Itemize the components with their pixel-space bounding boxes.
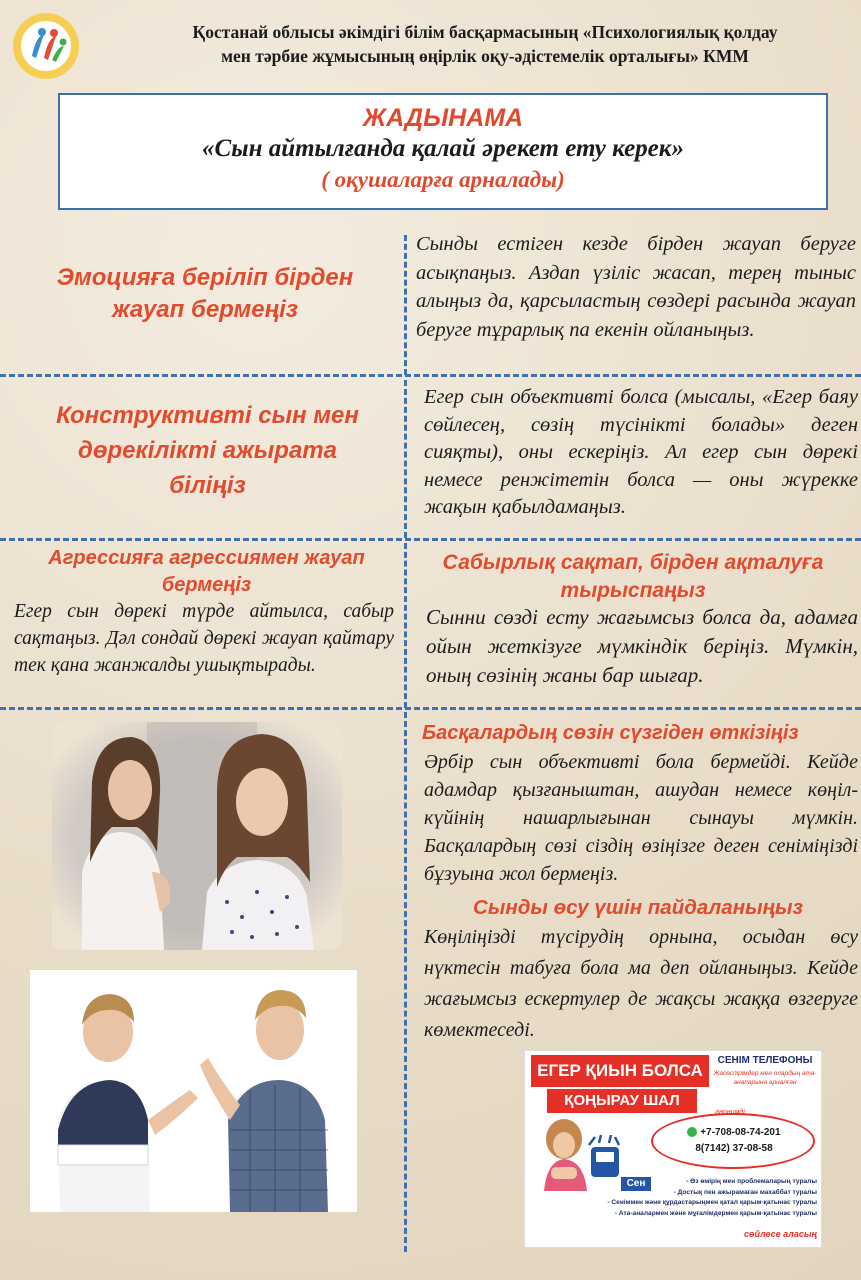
- poster-headline-1: ЕГЕР ҚИЫН БОЛСА: [531, 1055, 709, 1087]
- vertical-divider-1: [404, 235, 407, 375]
- poster-phone-1-text: +7-708-08-74-201: [700, 1127, 781, 1138]
- section-4-heading: [418, 549, 848, 605]
- photo-girls-arguing: [52, 722, 342, 950]
- poster-phone-2: 8(7142) 37-08-58: [695, 1143, 773, 1154]
- section-3-text: Егер сын дөрекі түрде айтылса, сабыр сақтаңыз. Дәл сондай дөрекі жауап қайтару тек қана жанжалды ушықтырады.: [14, 601, 394, 676]
- title-audience: ( оқушаларға арналады): [321, 167, 565, 192]
- section-6-text: Көңіліңізді түсірудің орнына, осыдан өсу нүктесін табуға бола ма деп ойланыңыз. Кейде жағымсыз ескертулер де жақсы жаққа өзгеруге көмектеседі.: [424, 926, 858, 1041]
- title-subtitle: «Сын айтылғанда қалай әрекет ету керек»: [202, 135, 684, 162]
- section-2-text: Егер сын объективті болса (мысалы, «Егер баяу сөйлесең, сөзің түсінікті болады» деген сияқты), оны ескеріңіз. Ал егер сын дөрекі немесе ренжітетін болса — оны жүрекке жақын қабылдамаңыз.: [424, 386, 858, 518]
- poster-item-3: - Сеніммен және құрдастарыңмен қатал қарым-қатынас туралы: [607, 1199, 817, 1206]
- poster-trust-title: СЕНІМ ТЕЛЕФОНЫ: [717, 1055, 813, 1066]
- logo: [6, 6, 86, 86]
- poster-items: [545, 1177, 817, 1219]
- section-6-heading: Сынды өсу үшін пайдаланыңыз: [473, 896, 803, 919]
- poster-trust-subtitle: Жасөспірімдер мен олардың ата-аналарына арналған: [713, 1070, 817, 1086]
- poster-anon: анонимді: [715, 1109, 745, 1116]
- section-1-heading-line-2: жауап бермеңіз: [111, 296, 299, 323]
- poster-footer: сөйлесе аласың: [744, 1229, 817, 1239]
- org-line-2: мен тәрбие жұмысының өңірлік оқу-әдістемелік орталығы» КММ: [221, 46, 749, 66]
- poster-item-1: - Өз өмірің мен проблемаларың туралы: [686, 1178, 817, 1185]
- horizontal-divider-3: [0, 707, 861, 710]
- poster-headline-2: ҚОҢЫРАУ ШАЛ: [547, 1089, 697, 1113]
- phone-icon: [585, 1135, 625, 1181]
- title-main: ЖАДЫНАМА: [362, 104, 524, 132]
- vertical-divider-2: [404, 380, 407, 538]
- poster-sen: Сен: [621, 1177, 651, 1191]
- phone-bubble: [651, 1113, 815, 1169]
- vertical-divider-4: [404, 712, 407, 1252]
- title-box: [58, 93, 828, 210]
- poster-item-4: - Ата-аналармен және мұғалімдермен қарым-қатынас туралы: [614, 1209, 817, 1217]
- section-5-heading: Басқалардың сөзін сүзгіден өткізіңіз: [422, 722, 799, 744]
- helpline-poster: [524, 1050, 822, 1248]
- section-5-text: Әрбір сын объективті бола бермейді. Кейде адамдар қызғаныштан, ашудан немесе көңіл-күйінің нашарлығынан сынауы мүмкін. Басқалардың сөзі сіздің өзіңізге деген сеніміңізді бұзуына жол бермеңіз.: [424, 751, 858, 885]
- whatsapp-icon: [687, 1127, 697, 1137]
- section-2-heading-line-2: дөрекілікті ажырата: [78, 437, 337, 464]
- section-1-heading: [20, 262, 390, 326]
- horizontal-divider-2: [0, 538, 861, 541]
- poster-item-2: - Достық пен ажырамаған махаббат туралы: [673, 1188, 817, 1196]
- photo-boys-talking: [30, 970, 357, 1212]
- section-3-heading: [14, 545, 399, 599]
- section-3-heading-line-2: бермеңіз: [161, 574, 252, 596]
- section-4-text: Сынни сөзді есту жағымсыз болса да, адамға ойын жеткізуге мүмкіндік беріңіз. Мүмкін, оның сөзінің жаны бар шығар.: [426, 605, 858, 687]
- organization-header: [120, 20, 850, 68]
- org-line-1: Қостанай облысы әкімдігі білім басқармасының «Психологиялық қолдау: [192, 22, 778, 42]
- poster-phone-1: [659, 1127, 809, 1138]
- section-2-heading: [20, 398, 395, 503]
- section-1-heading-line-1: Эмоцияға беріліп бірден: [56, 264, 354, 291]
- section-4-heading-line-1: Сабырлық сақтап, бірден ақталуға: [442, 551, 824, 574]
- vertical-divider-3: [404, 543, 407, 708]
- section-2-heading-line-3: біліңіз: [169, 472, 246, 499]
- section-3-heading-line-1: Агрессияға агрессиямен жауап: [48, 547, 365, 569]
- horizontal-divider-1: [0, 374, 861, 377]
- section-4-heading-line-2: тырыспаңыз: [560, 579, 706, 602]
- section-1-text: Сынды естіген кезде бірден жауап беруге асықпаңыз. Аздап үзіліс жасап, терең тыныс алыңыз да, қарсыластың сөздері расында жауап беруге тұрарлық па екенін ойланыңыз.: [416, 233, 856, 341]
- section-2-heading-line-1: Конструктивті сын мен: [56, 402, 359, 429]
